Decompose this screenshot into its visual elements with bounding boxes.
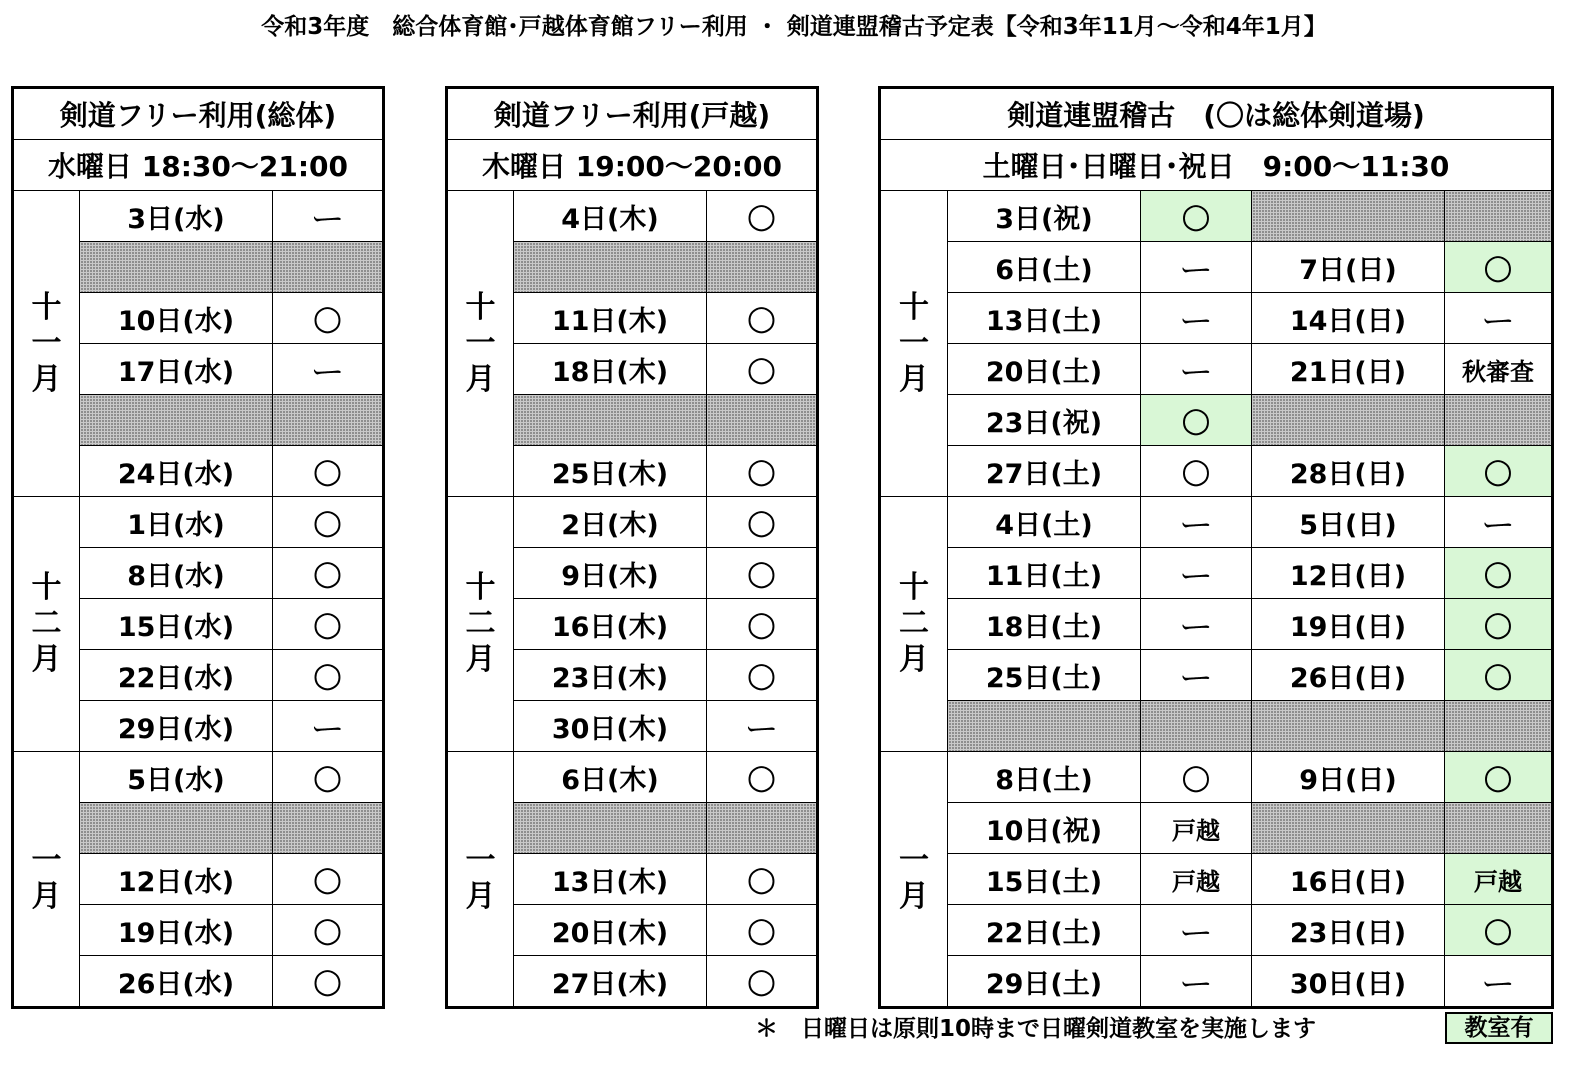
shaded-cell xyxy=(80,242,273,293)
month-label: 一 月 xyxy=(13,752,80,1008)
sun-status-cell: ○ xyxy=(1445,548,1553,599)
status-cell: ー xyxy=(707,701,818,752)
sun-date-cell: 28日(日) xyxy=(1252,446,1445,497)
status-cell: ○ xyxy=(273,497,384,548)
month-label: 一 月 xyxy=(880,752,948,1008)
shaded-cell xyxy=(1445,803,1553,854)
shaded-cell xyxy=(514,395,707,446)
sun-status-cell: ○ xyxy=(1445,650,1553,701)
date-cell: 11日(木) xyxy=(514,293,707,344)
time-header: 木曜日 19:00～20:00 xyxy=(447,140,818,191)
status-cell: ○ xyxy=(707,650,818,701)
date-cell: 22日(水) xyxy=(80,650,273,701)
sat-status-cell: 戸越 xyxy=(1141,803,1252,854)
date-cell: 29日(水) xyxy=(80,701,273,752)
shaded-cell xyxy=(80,395,273,446)
status-cell: ー xyxy=(273,344,384,395)
sat-date-cell: 25日(土) xyxy=(948,650,1141,701)
shaded-cell xyxy=(1252,395,1445,446)
time-header: 水曜日 18:30～21:00 xyxy=(13,140,384,191)
status-cell: ○ xyxy=(273,905,384,956)
sat-status-cell: ー xyxy=(1141,905,1252,956)
sat-status-cell: ー xyxy=(1141,548,1252,599)
date-cell: 25日(木) xyxy=(514,446,707,497)
sun-date-cell: 21日(日) xyxy=(1252,344,1445,395)
status-cell: ○ xyxy=(707,191,818,242)
shaded-cell xyxy=(948,701,1141,752)
date-cell: 24日(水) xyxy=(80,446,273,497)
date-cell: 20日(木) xyxy=(514,905,707,956)
sat-date-cell: 11日(土) xyxy=(948,548,1141,599)
date-cell: 1日(水) xyxy=(80,497,273,548)
shaded-cell xyxy=(514,803,707,854)
date-cell: 15日(水) xyxy=(80,599,273,650)
date-cell: 23日(木) xyxy=(514,650,707,701)
status-cell: ○ xyxy=(273,650,384,701)
status-cell: ○ xyxy=(707,293,818,344)
sun-date-cell: 14日(日) xyxy=(1252,293,1445,344)
sun-date-cell: 16日(日) xyxy=(1252,854,1445,905)
date-cell: 4日(木) xyxy=(514,191,707,242)
month-label: 十 一 月 xyxy=(13,191,80,497)
shaded-cell xyxy=(1252,803,1445,854)
date-cell: 27日(木) xyxy=(514,956,707,1008)
status-cell: ー xyxy=(273,701,384,752)
sat-date-cell: 27日(土) xyxy=(948,446,1141,497)
sat-date-cell: 15日(土) xyxy=(948,854,1141,905)
status-cell: ○ xyxy=(707,344,818,395)
shaded-cell xyxy=(273,395,384,446)
sat-status-cell: ー xyxy=(1141,599,1252,650)
sat-status-cell: ○ xyxy=(1141,752,1252,803)
status-cell: ○ xyxy=(273,548,384,599)
date-cell: 5日(水) xyxy=(80,752,273,803)
month-label: 十 一 月 xyxy=(880,191,948,497)
table-header: 剣道フリー利用(戸越) xyxy=(447,88,818,140)
sun-date-cell: 26日(日) xyxy=(1252,650,1445,701)
month-label: 十 二 月 xyxy=(447,497,514,752)
status-cell: ○ xyxy=(707,854,818,905)
sun-status-cell: ○ xyxy=(1445,905,1553,956)
time-header: 土曜日･日曜日･祝日 9:00～11:30 xyxy=(880,140,1553,191)
sun-date-cell: 30日(日) xyxy=(1252,956,1445,1008)
shaded-cell xyxy=(1252,701,1445,752)
sun-date-cell: 5日(日) xyxy=(1252,497,1445,548)
sun-date-cell: 7日(日) xyxy=(1252,242,1445,293)
sat-date-cell: 22日(土) xyxy=(948,905,1141,956)
table-tokoshi xyxy=(445,86,819,1009)
date-cell: 2日(木) xyxy=(514,497,707,548)
document-title: 令和3年度 総合体育館･戸越体育館フリー利用 ・ 剣道連盟稽古予定表【令和3年11月～令和4年1月】 xyxy=(261,14,1327,40)
shaded-cell xyxy=(1445,191,1553,242)
status-cell: ○ xyxy=(707,446,818,497)
date-cell: 3日(水) xyxy=(80,191,273,242)
sat-status-cell: ー xyxy=(1141,344,1252,395)
status-cell: ○ xyxy=(273,599,384,650)
table-sogo xyxy=(11,86,385,1009)
sat-status-cell: ー xyxy=(1141,293,1252,344)
sat-date-cell: 13日(土) xyxy=(948,293,1141,344)
month-label: 十 二 月 xyxy=(880,497,948,752)
sat-date-cell: 23日(祝) xyxy=(948,395,1141,446)
sat-status-cell: ○ xyxy=(1141,446,1252,497)
sun-status-cell: ○ xyxy=(1445,599,1553,650)
status-cell: ○ xyxy=(273,293,384,344)
table-header: 剣道連盟稽古 (〇は総体剣道場) xyxy=(880,88,1553,140)
shaded-cell xyxy=(1445,395,1553,446)
legend-classroom: 教室有 xyxy=(1445,1012,1553,1044)
sun-status-cell: ○ xyxy=(1445,752,1553,803)
sat-date-cell: 18日(土) xyxy=(948,599,1141,650)
shaded-cell xyxy=(80,803,273,854)
status-cell: ○ xyxy=(707,956,818,1008)
status-cell: ○ xyxy=(273,446,384,497)
sun-status-cell: ○ xyxy=(1445,446,1553,497)
shaded-cell xyxy=(1445,701,1553,752)
sat-status-cell: ー xyxy=(1141,242,1252,293)
date-cell: 16日(木) xyxy=(514,599,707,650)
sat-status-cell: ○ xyxy=(1141,395,1252,446)
sun-status-cell: ー xyxy=(1445,497,1553,548)
date-cell: 19日(水) xyxy=(80,905,273,956)
date-cell: 10日(水) xyxy=(80,293,273,344)
date-cell: 12日(水) xyxy=(80,854,273,905)
shaded-cell xyxy=(707,803,818,854)
month-label: 一 月 xyxy=(447,752,514,1008)
sun-status-cell: ー xyxy=(1445,293,1553,344)
sun-date-cell: 23日(日) xyxy=(1252,905,1445,956)
date-cell: 18日(木) xyxy=(514,344,707,395)
sat-date-cell: 10日(祝) xyxy=(948,803,1141,854)
date-cell: 17日(水) xyxy=(80,344,273,395)
status-cell: ○ xyxy=(707,497,818,548)
sat-status-cell: 戸越 xyxy=(1141,854,1252,905)
sun-status-cell: ○ xyxy=(1445,242,1553,293)
table-header: 剣道フリー利用(総体) xyxy=(13,88,384,140)
sat-date-cell: 6日(土) xyxy=(948,242,1141,293)
month-label: 十 一 月 xyxy=(447,191,514,497)
status-cell: ○ xyxy=(707,905,818,956)
sun-date-cell: 12日(日) xyxy=(1252,548,1445,599)
status-cell: ○ xyxy=(273,752,384,803)
shaded-cell xyxy=(514,242,707,293)
sun-date-cell: 9日(日) xyxy=(1252,752,1445,803)
shaded-cell xyxy=(1252,191,1445,242)
sun-status-cell: 戸越 xyxy=(1445,854,1553,905)
date-cell: 26日(水) xyxy=(80,956,273,1008)
status-cell: ○ xyxy=(707,548,818,599)
shaded-cell xyxy=(273,803,384,854)
sat-date-cell: 3日(祝) xyxy=(948,191,1141,242)
shaded-cell xyxy=(707,395,818,446)
date-cell: 9日(木) xyxy=(514,548,707,599)
status-cell: ○ xyxy=(273,956,384,1008)
date-cell: 8日(水) xyxy=(80,548,273,599)
date-cell: 13日(木) xyxy=(514,854,707,905)
shaded-cell xyxy=(1141,701,1252,752)
status-cell: ○ xyxy=(707,752,818,803)
sat-date-cell: 20日(土) xyxy=(948,344,1141,395)
sat-date-cell: 4日(土) xyxy=(948,497,1141,548)
month-label: 十 二 月 xyxy=(13,497,80,752)
status-cell: ○ xyxy=(707,599,818,650)
footnote: ＊ 日曜日は原則10時まで日曜剣道教室を実施します xyxy=(755,1016,1317,1042)
shaded-cell xyxy=(273,242,384,293)
sun-status-cell: 秋審査 xyxy=(1445,344,1553,395)
sat-status-cell: ー xyxy=(1141,956,1252,1008)
sun-date-cell: 19日(日) xyxy=(1252,599,1445,650)
sat-date-cell: 8日(土) xyxy=(948,752,1141,803)
sat-status-cell: ○ xyxy=(1141,191,1252,242)
sun-status-cell: ー xyxy=(1445,956,1553,1008)
sat-status-cell: ー xyxy=(1141,497,1252,548)
table-renmei xyxy=(878,86,1554,1009)
sat-date-cell: 29日(土) xyxy=(948,956,1141,1008)
status-cell: ○ xyxy=(273,854,384,905)
shaded-cell xyxy=(707,242,818,293)
status-cell: ー xyxy=(273,191,384,242)
date-cell: 6日(木) xyxy=(514,752,707,803)
date-cell: 30日(木) xyxy=(514,701,707,752)
sat-status-cell: ー xyxy=(1141,650,1252,701)
